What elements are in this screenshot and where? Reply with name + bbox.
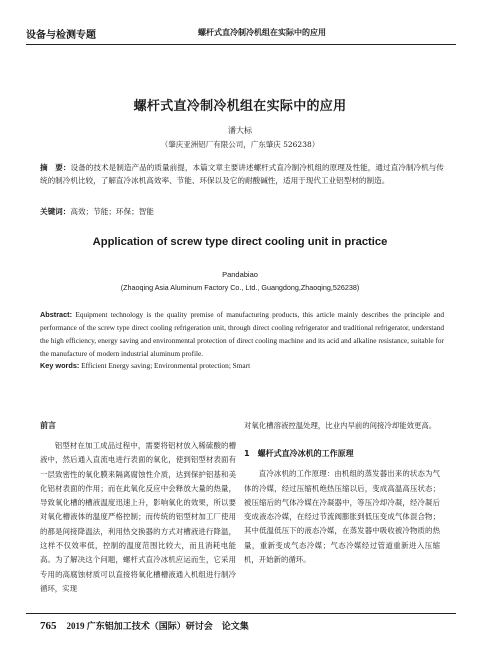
keywords-cn-label: 关键词： [40,207,71,216]
running-title: 螺杆式直冷制冷机组在实际中的应用 [198,27,326,37]
author-cn: 潘大标 [228,126,252,135]
abstract-cn [40,161,444,187]
body-left-column [40,419,236,596]
intro-paragraph: 铝型材在加工成品过程中，需要将铝材放入稀硫酸的槽液中，然后通入直流电进行表面的氧化，使到铝型材表面有一层致密性的氧化膜来隔离腐蚀性介质，达到保护铝基和美化铝材表面的作用；而在此氧化反应中会释放大量的热量，导致氧化槽的槽液温度迅速上升，影响氧化的效果，所以要对氧化槽液体的温度严格控制；而传统的铝型材加工厂使用的都是间接降温法，利用热交换器的方式对槽液进行降温，这样不仅效率低，控制的温度范围比较大，而且消耗电能高。为了解决这个问题，螺杆式直冷冰机应运而生，它采用专用的高腐蚀材质可以直接将氧化槽槽液通入机组进行制冷循环，实现 [40,441,236,593]
abstract-cn-text: 设备的技术是制造产品的质量前提，本篇文章主要讲述螺杆式直冷制冷机组的原理及性能，通过直冷制冷机与传统的制冷机比较，了解直冷冰机高效率、节能、环保以及它的耐酸碱性，适用于现代工业铝型材的制造。 [40,163,445,185]
abstract-en-text: Equipment technology is the quality premise of manufacturing products, this article mainly describes the principle and performance of the screw type direct cooling refrigeration unit, through direct cooling refrigerator and traditional refrigerator, understand the high efficiency, energy saving and environmental protection of direct cooling machine and its acid and alkaline resistance, suitable for the manufacture of modern industrial aluminum profile. [40,310,444,358]
section-1-paragraph: 直冷冰机的工作原理：由机组的蒸发器出来的状态为气体的冷媒，经过压缩机绝热压缩以后，变成高温高压状态；被压缩后的气体冷媒在冷凝器中，等压冷却冷凝，经冷凝后变成液态冷媒，在经过节流阀膨胀到低压变成气体混合物；其中低温低压下的液态冷媒，在蒸发器中吸收被冷物质的热量，重新变成气态冷媒；气态冷媒经过管道重新进入压缩机，开始新的循环。 [244,469,440,565]
keywords-en [40,361,444,370]
title-en: Application of screw type direct cooling unit in practice [92,236,388,248]
keywords-en-text: Efficient Energy saving; Environmental protection; Smart [81,361,251,370]
keywords-cn [40,206,444,217]
abstract-en-label: Abstract: [40,310,73,319]
footer-text: 2019 广东铝加工技术（国际）研讨会 论文集 [66,621,249,631]
abstract-cn-label: 摘 要： [40,163,71,172]
page-footer [40,619,444,632]
keywords-en-label: Key words: [40,361,80,370]
section-1-heading: 1 螺杆式直冷冰机的工作原理 [244,449,354,459]
page-number: 765 [40,620,57,632]
abstract-en [40,308,444,360]
footer-rule [26,613,456,614]
intro-continuation: 对氧化槽溶液控温处理，比业内早前的间接冷却能效更高。 [244,421,437,430]
affiliation-cn: （肇庆亚洲铝厂有限公司，广东肇庆 526238） [160,140,320,149]
keywords-cn-text: 高效；节能；环保；智能 [70,207,154,216]
header-rule [26,44,456,45]
author-en: Pandabiao [222,270,258,279]
affiliation-en: (Zhaoqing Asia Aluminum Factory Co., Ltd., Guangdong,Zhaoqing,526238) [120,283,360,292]
intro-heading: 前言 [40,421,56,430]
page-header [26,26,456,40]
title-cn: 螺杆式直冷制冷机组在实际中的应用 [133,99,347,114]
section-label: 设备与检测专题 [26,30,96,41]
body-right-column [244,419,440,567]
